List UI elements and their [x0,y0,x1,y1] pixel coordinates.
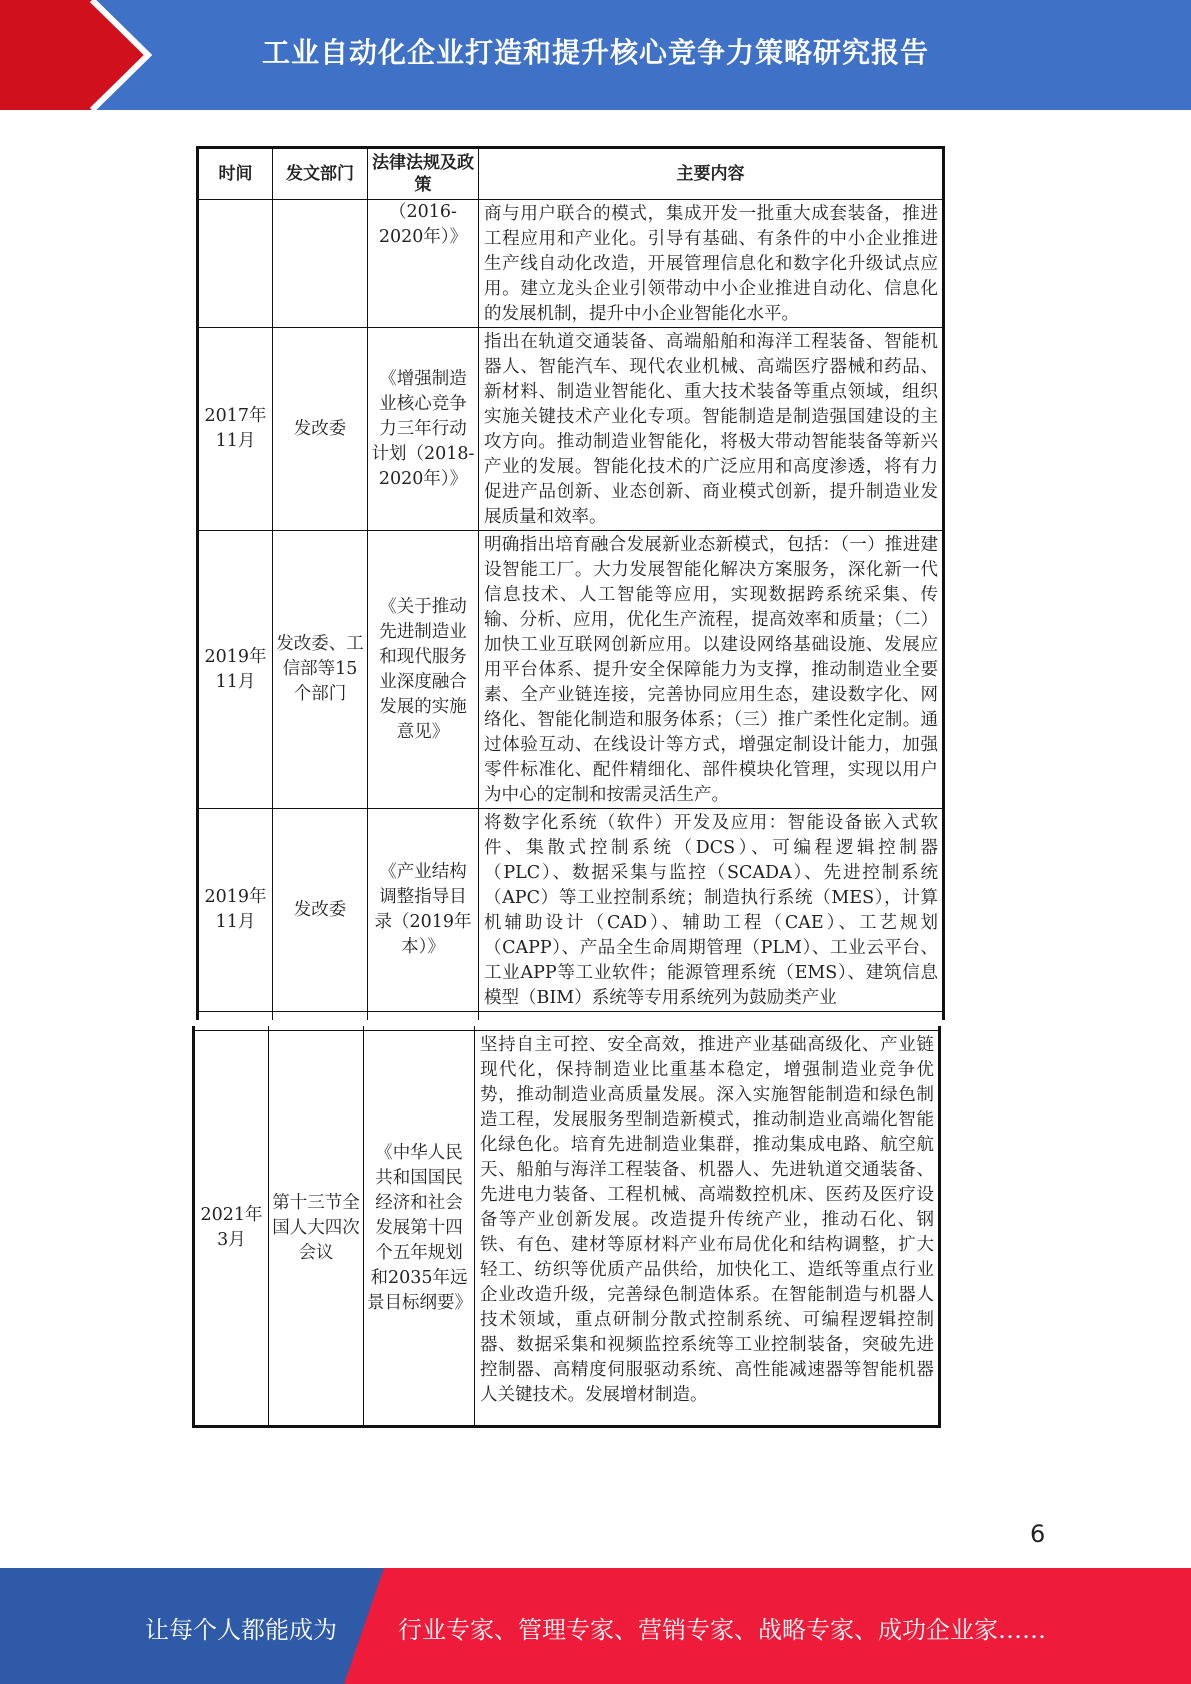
table-row [194,1031,940,1427]
policy-table-part2 [192,1026,941,1428]
cell-time: 2021年3月 [194,1031,269,1427]
cell-content: 商与用户联合的模式，集成开发一批重大成套装备，推进工程应用和产业化。引导有基础、有条件的中小企业推进生产线自动化改造，开展管理信息化和数字化升级试点应用。建立龙头企业引领带动中小企业推进自动化、信息化的发展机制，提升中小企业智能化水平。 [479,200,944,328]
cell-content: 将数字化系统（软件）开发及应用：智能设备嵌入式软件、集散式控制系统（DCS）、可编程逻辑控制器（PLC）、数据采集与监控（SCADA）、先进控制系统（APC）等工业控制系统；制造执行系统（MES），计算机辅助设计（CAD）、辅助工程（CAE）、工艺规划（CAPP）、产品全生命周期管理（PLM）、工业云平台、工业APP等工业软件；能源管理系统（EMS）、建筑信息模型（BIM）系统等专用系统列为鼓励类产业 [479,809,944,1012]
cell-policy: 《中华人民共和国国民经济和社会发展第十四个五年规划和2035年远景目标纲要》 [364,1031,475,1427]
report-title: 工业自动化企业打造和提升核心竞争力策略研究报告 [262,36,930,69]
table-row [198,328,944,531]
col-header-dept: 发文部门 [273,148,368,200]
cell-time [198,200,273,328]
footer-slogan-right: 行业专家、管理专家、营销专家、战略专家、成功企业家…… [398,1616,1046,1644]
cell-content: 明确指出培育融合发展新业态新模式，包括：（一）推进建设智能工厂。大力发展智能化解决方案服务，深化新一代信息技术、人工智能等应用，实现数据跨系统采集、传输、分析、应用，优化生产流程，提高效率和质量；（二）加快工业互联网创新应用。以建设网络基础设施、发展应用平台体系、提升安全保障能力为支撑，推动制造业全要素、全产业链连接，完善协同应用生态，建设数字化、网络化、智能化制造和服务体系；（三）推广柔性化定制。通过体验互动、在线设计等方式，增强定制设计能力，加强零件标准化、配件精细化、部件模块化管理，实现以用户为中心的定制和按需灵活生产。 [479,531,944,809]
cell-dept: 发改委 [273,809,368,1012]
cell-policy: 《增强制造业核心竞争力三年行动计划（2018-2020年）》 [368,328,479,531]
cell-dept: 第十三节全国人大四次会议 [269,1031,364,1427]
cell-policy: 《关于推动先进制造业和现代服务业深度融合发展的实施意见》 [368,531,479,809]
cell-dept: 发改委 [273,328,368,531]
cell-time: 2017年11月 [198,328,273,531]
table-row [198,531,944,809]
cell-dept: 发改委、工信部等15个部门 [273,531,368,809]
policy-table-part1 [196,146,945,1020]
cell-content: 指出在轨道交通装备、高端船舶和海洋工程装备、智能机器人、智能汽车、现代农业机械、高端医疗器械和药品、新材料、制造业智能化、重大技术装备等重点领域，组织实施关键技术产业化专项。智能制造是制造强国建设的主攻方向。推动制造业智能化，将极大带动智能装备等新兴产业的发展。智能化技术的广泛应用和高度渗透，将有力促进产品创新、业态创新、商业模式创新，提升制造业发展质量和效率。 [479,328,944,531]
footer-slogan-left: 让每个人都能成为 [145,1616,337,1644]
table-header-row [198,148,944,200]
table-cut-edge [198,1012,944,1021]
cell-content: 坚持自主可控、安全高效，推进产业基础高级化、产业链现代化，保持制造业比重基本稳定，增强制造业竞争优势，推动制造业高质量发展。深入实施智能制造和绿色制造工程，发展服务型制造新模式，推动制造业高端化智能化绿色化。培育先进制造业集群，推动集成电路、航空航天、船舶与海洋工程装备、机器人、先进轨道交通装备、先进电力装备、工程机械、高端数控机床、医药及医疗设备等产业创新发展。改造提升传统产业，推动石化、钢铁、有色、建材等原材料产业布局优化和结构调整，扩大轻工、纺织等优质产品供给，加快化工、造纸等重点行业企业改造升级，完善绿色制造体系。在智能制造与机器人技术领域，重点研制分散式控制系统、可编程逻辑控制器、数据采集和视频监控系统等工业控制装备，突破先进控制器、高精度伺服驱动系统、高性能减速器等智能机器人关键技术。发展增材制造。 [475,1031,940,1427]
cell-policy: （2016-2020年）》 [368,200,479,328]
col-header-policy: 法律法规及政策 [368,148,479,200]
col-header-content: 主要内容 [479,148,944,200]
page-number: 6 [1030,1520,1046,1548]
cell-policy: 《产业结构调整指导目录（2019年本）》 [368,809,479,1012]
table-row [198,809,944,1012]
col-header-time: 时间 [198,148,273,200]
table-row [198,200,944,328]
cell-time: 2019年11月 [198,809,273,1012]
cell-time: 2019年11月 [198,531,273,809]
cell-dept [273,200,368,328]
